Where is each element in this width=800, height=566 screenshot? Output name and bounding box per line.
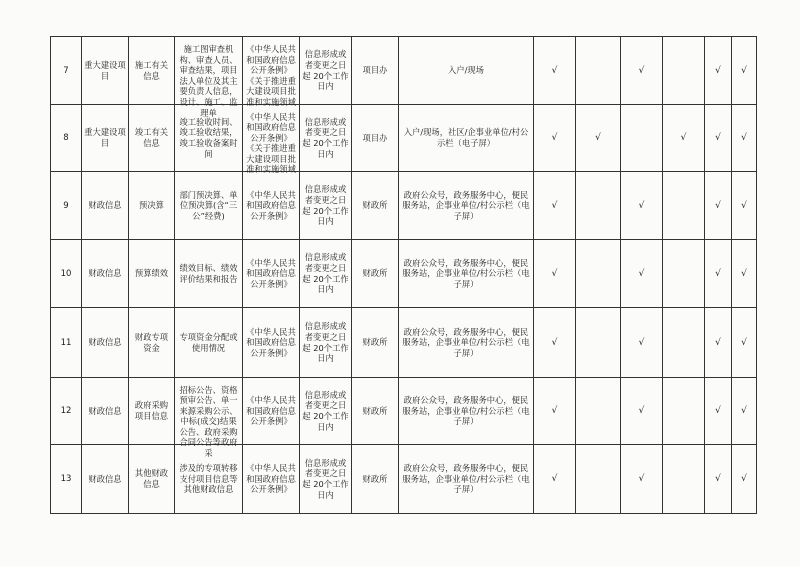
row-number [51,240,82,308]
content-cell-text: 施工图审查机构、审查人员、审查结果，项目法人单位及其主要负责人信息，设计、施工、监理单 [179,44,238,118]
channel-cell [399,308,534,378]
subject-cell-text: 财政所 [362,405,388,416]
basis-cell-text: 《中华人民共和国政府信息公开条例》 [246,463,296,495]
check-cell [705,37,732,105]
channel-cell [399,37,534,105]
subcategory-cell [129,308,175,378]
content-cell [175,240,243,308]
category-cell [82,445,129,514]
category-cell [82,172,129,240]
check-cell [534,378,576,445]
check-mark: √ [638,337,645,348]
category-cell [82,378,129,445]
check-mark: √ [741,200,747,211]
row-number [51,378,82,445]
check-mark: √ [741,406,747,417]
subcategory-cell-text: 政府采购项目信息 [134,400,169,421]
check-cell [705,105,732,172]
time-limit-cell [300,240,352,308]
category-cell-text: 重大建设项目 [84,127,126,148]
subject-cell-text: 财政所 [362,200,388,211]
subcategory-cell [129,172,175,240]
check-cell [534,308,576,378]
basis-cell [243,378,300,445]
table-row [51,105,757,172]
check-mark: √ [741,337,747,348]
check-mark: √ [741,133,747,144]
subcategory-cell [129,445,175,514]
check-cell [576,172,621,240]
content-cell-text: 专项资金分配或使用情况 [179,331,238,353]
check-cell [663,240,705,308]
check-cell [732,378,757,445]
check-cell [621,105,663,172]
channel-cell [399,378,534,445]
time-limit-cell [300,378,352,445]
check-cell [534,445,576,514]
subject-cell-text: 财政所 [362,268,388,279]
check-cell [732,37,757,105]
check-cell [705,172,732,240]
time-limit-cell-text: 信息形成或者变更之日起 20个工作日内 [302,252,349,295]
check-mark: √ [715,268,721,279]
row-number-text: 8 [63,133,69,144]
row-number [51,105,82,172]
check-cell [621,378,663,445]
category-cell-text: 重大建设项目 [84,59,126,81]
time-limit-cell-text: 信息形成或者变更之日起 20个工作日内 [302,49,349,92]
channel-cell [399,445,534,514]
check-cell [732,105,757,172]
category-cell [82,240,129,308]
check-mark: √ [638,268,645,279]
table-body [51,37,757,514]
category-cell-text: 财政信息 [88,405,122,416]
channel-cell-text: 政府公众号，政务服务中心，便民服务站，企事业单位/村公示栏（电子屏） [402,326,530,358]
subject-cell-text: 项目办 [362,132,388,143]
check-cell [663,105,705,172]
check-mark: √ [715,406,721,417]
basis-cell [243,172,300,240]
basis-cell-text: 《中华人民共和国政府信息公开条例》 [246,326,296,358]
row-number-text: 12 [60,406,72,417]
content-cell-text: 部门预决算、单位预决算(含“三公”经费) [179,189,238,221]
check-mark: √ [638,474,645,485]
content-cell-text: 绩效目标、绩效评价结果和报告 [179,262,238,284]
category-cell [82,105,129,172]
subcategory-cell-text: 预算绩效 [134,268,169,279]
check-mark: √ [715,200,721,211]
subcategory-cell-text: 其他财政信息 [134,468,169,489]
check-mark: √ [741,268,747,279]
check-cell [576,378,621,445]
table-row [51,378,757,445]
basis-cell [243,37,300,105]
check-cell [534,37,576,105]
check-cell [732,172,757,240]
category-cell [82,37,129,105]
subcategory-cell [129,240,175,308]
table-row [51,445,757,514]
check-cell [534,172,576,240]
content-cell-text: 涉及的专项转移支付项目信息等其他财政信息 [179,463,238,495]
check-mark: √ [638,200,645,211]
row-number-text: 13 [60,474,72,485]
time-limit-cell [300,445,352,514]
category-cell [82,308,129,378]
check-cell [663,308,705,378]
check-cell [621,445,663,514]
table-row [51,240,757,308]
time-limit-cell-text: 信息形成或者变更之日起 20个工作日内 [302,184,349,227]
subject-cell [352,445,399,514]
check-cell [732,240,757,308]
subject-cell-text: 财政所 [362,337,388,348]
time-limit-cell [300,172,352,240]
check-cell [705,445,732,514]
table-row [51,308,757,378]
check-cell [663,172,705,240]
check-mark: √ [551,200,558,211]
check-mark: √ [680,133,687,144]
check-cell [732,308,757,378]
time-limit-cell-text: 信息形成或者变更之日起 20个工作日内 [302,321,349,364]
subcategory-cell-text: 预决算 [139,200,164,211]
content-cell [175,308,243,378]
check-mark: √ [551,65,558,76]
check-cell [576,240,621,308]
subject-cell [352,308,399,378]
check-mark: √ [551,406,558,417]
check-mark: √ [551,133,558,144]
channel-cell-text: 入户/现场，社区/企事业单位/村公示栏（电子屏） [403,127,529,148]
check-mark: √ [551,474,558,485]
check-cell [663,37,705,105]
subject-cell-text: 财政所 [362,473,388,484]
subject-cell [352,378,399,445]
check-mark: √ [638,406,645,417]
row-number [51,445,82,514]
channel-cell-text: 政府公众号，政务服务中心，便民服务站，企事业单位/村公示栏（电子屏） [402,257,530,289]
check-cell [732,445,757,514]
basis-cell-text: 《中华人民共和国政府信息公开条例》 [246,257,296,289]
check-mark: √ [741,65,747,76]
table-row [51,172,757,240]
check-mark: √ [715,337,721,348]
row-number-text: 10 [60,268,72,279]
check-cell [621,240,663,308]
basis-cell-text: 《中华人民共和国政府信息公开条例》《关于推进重大建设项目批准和实施领域 [246,44,296,107]
content-cell-text: 招标公告、资格预审公告、单一来源采购公示、中标(成交)结果公告、政府采购合同公告等政府采 [179,384,238,459]
time-limit-cell [300,308,352,378]
subcategory-cell-text: 财政专项资金 [134,331,169,353]
content-cell [175,378,243,459]
category-cell-text: 财政信息 [88,268,122,279]
subcategory-cell [129,37,175,105]
basis-cell [243,240,300,308]
channel-cell-text: 政府公众号，政务服务中心，便民服务站，企事业单位/村公示栏（电子屏） [402,395,530,427]
basis-cell-text: 《中华人民共和国政府信息公开条例》 [246,189,296,221]
basis-cell-text: 《中华人民共和国政府信息公开条例》 [246,395,296,427]
time-limit-cell-text: 信息形成或者变更之日起 20个工作日内 [302,389,349,432]
check-mark: √ [715,65,721,76]
check-cell [705,308,732,378]
content-cell [175,172,243,240]
subcategory-cell [129,378,175,445]
row-number-text: 11 [60,337,72,348]
time-limit-cell [300,105,352,172]
check-cell [534,105,576,172]
check-cell [705,378,732,445]
basis-cell [243,105,300,175]
channel-cell [399,105,534,172]
check-cell [576,445,621,514]
subcategory-cell [129,105,175,172]
disclosure-table [50,36,757,514]
check-mark: √ [551,268,558,279]
subject-cell [352,37,399,105]
check-mark: √ [551,337,558,348]
check-cell [576,308,621,378]
check-cell [621,308,663,378]
row-number [51,308,82,378]
time-limit-cell-text: 信息形成或者变更之日起 20个工作日内 [302,116,349,159]
check-mark: √ [741,474,747,485]
category-cell-text: 财政信息 [88,200,122,211]
channel-cell [399,172,534,240]
check-cell [705,240,732,308]
content-cell-text: 竣工验收时间、竣工验收结果，竣工验收备案时间 [179,116,238,159]
check-cell [621,37,663,105]
channel-cell [399,240,534,308]
subcategory-cell-text: 施工有关信息 [134,59,169,81]
subject-cell [352,240,399,308]
row-number-text: 9 [63,200,69,211]
check-mark: √ [595,133,601,144]
check-mark: √ [715,474,721,485]
category-cell-text: 财政信息 [88,337,122,348]
row-number [51,172,82,240]
subcategory-cell-text: 竣工有关信息 [134,127,169,148]
table-row [51,37,757,105]
time-limit-cell [300,37,352,105]
channel-cell-text: 政府公众号，政务服务中心，便民服务站，企事业单位/村公示栏（电子屏） [402,189,530,221]
time-limit-cell-text: 信息形成或者变更之日起 20个工作日内 [302,457,349,500]
category-cell-text: 财政信息 [88,473,122,484]
basis-cell [243,445,300,514]
row-number-text: 7 [63,65,69,76]
content-cell [175,37,243,118]
check-cell [663,445,705,514]
check-cell [621,172,663,240]
channel-cell-text: 入户/现场 [448,65,484,76]
basis-cell [243,308,300,378]
check-mark: √ [638,65,645,76]
row-number [51,37,82,105]
basis-cell-text: 《中华人民共和国政府信息公开条例》《关于推进重大建设项目批准和实施领域 [246,111,296,175]
subject-cell-text: 项目办 [362,65,388,76]
subject-cell [352,172,399,240]
channel-cell-text: 政府公众号，政务服务中心，便民服务站，企事业单位/村公示栏（电子屏） [402,463,530,495]
subject-cell [352,105,399,172]
check-cell [576,37,621,105]
check-cell [576,105,621,172]
check-cell [534,240,576,308]
check-mark: √ [715,133,721,144]
check-cell [663,378,705,445]
